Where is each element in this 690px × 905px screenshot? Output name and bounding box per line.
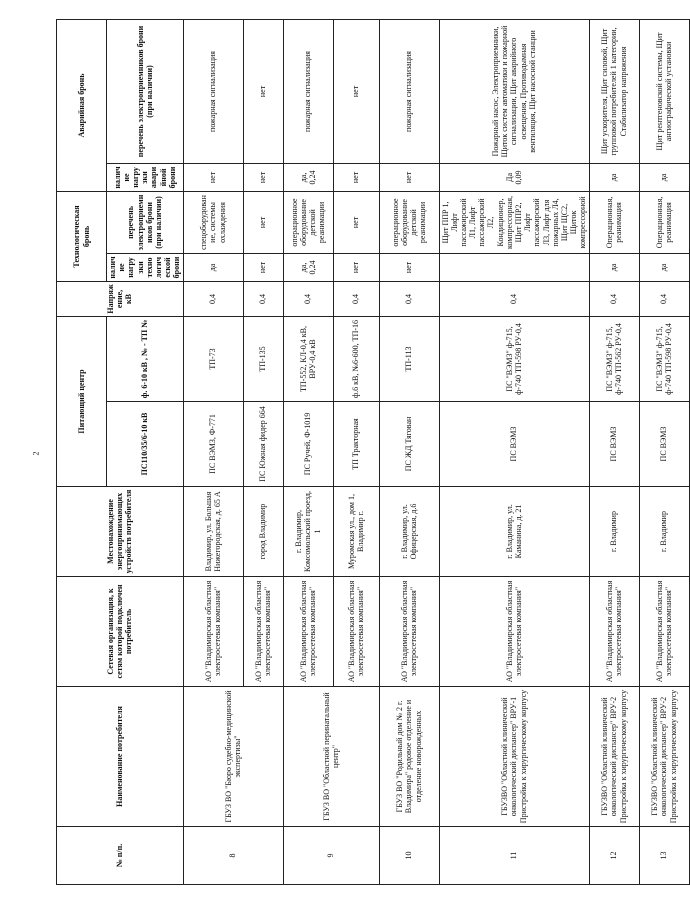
table-row xyxy=(439,19,589,884)
cell-voltage: 0,4 xyxy=(439,281,589,316)
header-emerg-avail: наличие нагрузки аварийной брони xyxy=(107,163,184,191)
cell-emerg-list: пожарная сигнализация xyxy=(379,19,439,163)
header-voltage: Напряжение, кВ xyxy=(57,281,184,316)
cell-emerg-avail: нет xyxy=(243,163,283,191)
cell-name: ГБУЗ ВО "Областной перинатальный центр" xyxy=(283,687,379,827)
cell-emerg-list: нет xyxy=(243,19,283,163)
cell-tech-avail: да xyxy=(589,253,639,281)
cell-emerg-list: Щит рентгеновской системы, Щит ангиографической установки xyxy=(639,19,689,163)
cell-name: ГБУЗВО "Областной клинический онкологический диспансер" ВРУ-2 Пристройка к хирургическому корпусу xyxy=(589,687,639,827)
cell-ps: ПС ВЭМЗ, Ф-771 xyxy=(183,402,243,487)
cell-org: АО "Владимирская областная электросетевая компания" xyxy=(243,577,283,687)
cell-emerg-list: Щит ускорителя, Щит силовой, Щит групповой потребителей 1 категории, Стабилизатор напряжения xyxy=(589,19,639,163)
header-power-center: Питающий центр xyxy=(57,316,107,486)
cell-tech-list: спецоборудование, системы охлаждения xyxy=(183,191,243,253)
table-row xyxy=(379,19,439,884)
cell-org: АО "Владимирская областная электросетевая компания" xyxy=(283,577,333,687)
cell-tech-list: Операционная, реанимация xyxy=(589,191,639,253)
cell-ps: ПС ВЭМЗ xyxy=(589,402,639,487)
cell-emerg-avail: Да 0,09 xyxy=(439,163,589,191)
cell-voltage: 0,4 xyxy=(639,281,689,316)
cell-emerg-list: нет xyxy=(333,19,379,163)
page-number: 2 xyxy=(31,451,41,456)
header-emerg-armor: Аварийная бронь xyxy=(57,19,107,191)
cell-location: Муромская ул., дом 1, Владимир г. xyxy=(333,487,379,577)
header-feeder: ф. 6-10 кВ , № - ТП № xyxy=(107,316,184,401)
cell-ps: ПС ВЭМЗ xyxy=(439,402,589,487)
cell-feeder: ТП-135 xyxy=(243,316,283,401)
cell-ps: ПС Ручей, Ф-1019 xyxy=(283,402,333,487)
cell-num: 12 xyxy=(589,827,639,885)
cell-ps: ПС Южная фидер 664 xyxy=(243,402,283,487)
cell-ps: ПС ВЭМЗ xyxy=(639,402,689,487)
cell-tech-avail xyxy=(439,253,589,281)
cell-tech-avail: нет xyxy=(243,253,283,281)
cell-emerg-avail: нет xyxy=(333,163,379,191)
cell-tech-list: нет xyxy=(243,191,283,253)
cell-tech-avail: нет xyxy=(379,253,439,281)
cell-emerg-avail: да xyxy=(639,163,689,191)
cell-feeder: ТП-73 xyxy=(183,316,243,401)
cell-feeder: ТП-113 xyxy=(379,316,439,401)
cell-tech-list: Операционная, реанимация xyxy=(639,191,689,253)
cell-emerg-avail: нет xyxy=(379,163,439,191)
table-row xyxy=(639,19,689,884)
cell-tech-avail: нет xyxy=(333,253,379,281)
cell-num: 8 xyxy=(183,827,283,885)
cell-tech-list: операционное оборудование детской реанимации xyxy=(379,191,439,253)
cell-voltage: 0,4 xyxy=(243,281,283,316)
header-tech-list: перечень электроприемников брони (при наличии) xyxy=(107,191,184,253)
consumers-table xyxy=(56,19,690,885)
header-tech-armor: Технологическая бронь xyxy=(57,191,107,281)
cell-location: г. Владимир, ул. Офицерская, д.6 xyxy=(379,487,439,577)
cell-name: ГБУЗВО "Областной клинический онкологический диспансер" ВРУ-2 Пристройка к хирургическому корпусу xyxy=(639,687,689,827)
header-tech-avail: наличие нагрузки технологической брони xyxy=(107,253,184,281)
cell-org: АО "Владимирская областная электросетевая компания" xyxy=(589,577,639,687)
cell-emerg-avail: да xyxy=(589,163,639,191)
rotated-table-wrapper xyxy=(56,20,678,885)
cell-tech-list: нет xyxy=(333,191,379,253)
cell-voltage: 0,4 xyxy=(283,281,333,316)
cell-tech-list: операционное оборудование детской реанимации xyxy=(283,191,333,253)
cell-tech-avail: да xyxy=(183,253,243,281)
cell-name: ГБУЗ ВО "Бюро судебно-медицинской экспертизы" xyxy=(183,687,283,827)
cell-feeder: ПС "ВЭМЗ" ф-715, ф-740 ТП-598 РУ-0,4 xyxy=(439,316,589,401)
cell-org: АО "Владимирская областная электросетевая компания" xyxy=(639,577,689,687)
cell-feeder: ПС "ВЭМЗ" ф-715, ф-740 ТП-598 РУ-0,4 xyxy=(639,316,689,401)
cell-emerg-list: пожарная сигнализация xyxy=(283,19,333,163)
cell-voltage: 0,4 xyxy=(183,281,243,316)
cell-tech-list: Щит ППР 1, Лифт пассажирский Л1, Лифт пассажирский Л2, Кондиционер, компрессорная, Щит ППР2, Лифт пассажирский Л3, Лифт для пожарных Л4, Щит ЩС2, Щиток компрессорной xyxy=(439,191,589,253)
cell-location: г. Владимир xyxy=(589,487,639,577)
table-row xyxy=(589,19,639,884)
cell-feeder: ф.6 кВ, №6-600, ТП-16 xyxy=(333,316,379,401)
cell-emerg-list: Пожарный насос, Электроприемники, Щиток систем автоматики и пожарной сигнализации, Щит аварийного освещения, Противодымная вентиляция, Щит насосной станции xyxy=(439,19,589,163)
cell-org: АО "Владимирская областная электросетевая компания" xyxy=(439,577,589,687)
cell-voltage: 0,4 xyxy=(379,281,439,316)
cell-location: город Владимир xyxy=(243,487,283,577)
table-row xyxy=(183,19,243,884)
cell-location: Владимир, ул. Большая Нижегородская, д. 65 А xyxy=(183,487,243,577)
cell-location: г. Владимир, ул. Каманина, д. 21 xyxy=(439,487,589,577)
cell-location: г. Владимир, Комсомольский проезд, 1 xyxy=(283,487,333,577)
cell-org: АО "Владимирская областная электросетевая компания" xyxy=(333,577,379,687)
cell-num: 10 xyxy=(379,827,439,885)
table-row xyxy=(283,19,333,884)
header-num: № п/п. xyxy=(57,827,184,885)
cell-name: ГБУЗВО "Областной клинический онкологический диспансер" ВРУ-1 Пристройка к хирургическому корпусу xyxy=(439,687,589,827)
cell-num: 13 xyxy=(639,827,689,885)
header-ps: ПС110/35/6-10 кВ xyxy=(107,402,184,487)
cell-num: 9 xyxy=(283,827,379,885)
header-location: Местонахождение энергопринимающих устройств потребителя xyxy=(57,487,184,577)
cell-tech-avail: да xyxy=(639,253,689,281)
cell-tech-avail: да, 0,24 xyxy=(283,253,333,281)
cell-org: АО "Владимирская областная электросетевая компания" xyxy=(183,577,243,687)
cell-voltage: 0,4 xyxy=(589,281,639,316)
cell-emerg-avail: нет xyxy=(183,163,243,191)
cell-ps: ПС ЖД Тягован xyxy=(379,402,439,487)
header-emerg-list: перечень электроприемников брони (при наличии) xyxy=(107,19,184,163)
cell-feeder: ТП-552, КЛ-0,4 кВ, ВРУ-0,4 кВ xyxy=(283,316,333,401)
cell-emerg-list: пожарная сигнализация xyxy=(183,19,243,163)
cell-location: г. Владимир xyxy=(639,487,689,577)
cell-org: АО "Владимирская областная электросетевая компания" xyxy=(379,577,439,687)
cell-name: ГБУЗ ВО "Родильный дом № 2 г. Владимира" родовое отделение и отделение новорожденных xyxy=(379,687,439,827)
cell-ps: ТП Тракторная xyxy=(333,402,379,487)
header-org: Сетевая организация, к сетям которой подключен потребитель xyxy=(57,577,184,687)
cell-voltage: 0,4 xyxy=(333,281,379,316)
header-name: Наименование потребителя xyxy=(57,687,184,827)
table-stage xyxy=(56,20,678,885)
cell-emerg-avail: да, 0,24 xyxy=(283,163,333,191)
cell-num: 11 xyxy=(439,827,589,885)
cell-feeder: ПС "ВЭМЗ" ф-715, ф-740 ТП-562 РУ-0,4 xyxy=(589,316,639,401)
